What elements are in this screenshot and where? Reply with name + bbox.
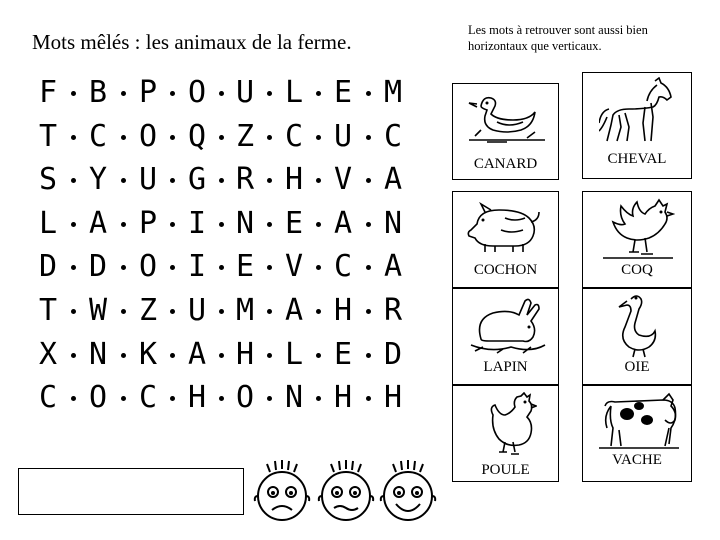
- grid-letter[interactable]: C: [284, 118, 304, 154]
- grid-separator-dot: [121, 178, 126, 183]
- instructions-line-2: horizontaux que verticaux.: [468, 39, 602, 53]
- grid-separator-dot: [170, 222, 175, 227]
- grid-row: [37, 336, 417, 372]
- grid-separator-dot: [170, 396, 175, 401]
- grid-separator-dot: [219, 91, 224, 96]
- grid-letter[interactable]: M: [383, 75, 403, 110]
- grid-letter[interactable]: D: [383, 336, 403, 372]
- grid-row: [37, 205, 417, 241]
- grid-separator-dot: [267, 353, 272, 358]
- grid-letter[interactable]: R: [235, 162, 255, 198]
- grid-letter[interactable]: I: [187, 205, 207, 241]
- grid-separator-dot: [316, 265, 321, 270]
- card-cheval: [582, 72, 692, 179]
- grid-letter[interactable]: N: [383, 205, 403, 241]
- card-poule: [452, 385, 559, 482]
- grid-separator-dot: [219, 222, 224, 227]
- grid-letter[interactable]: V: [284, 249, 304, 285]
- grid-letter[interactable]: K: [138, 336, 158, 372]
- label-cheval: CHEVAL: [607, 151, 667, 167]
- grid-letter[interactable]: A: [284, 293, 304, 328]
- grid-letter[interactable]: M: [235, 293, 255, 328]
- label-cochon: COCHON: [473, 262, 538, 278]
- grid-separator-dot: [121, 309, 126, 314]
- card-oie: [582, 288, 692, 385]
- grid-letter[interactable]: U: [235, 75, 255, 110]
- grid-separator-dot: [71, 178, 76, 183]
- grid-letter[interactable]: H: [284, 162, 304, 198]
- grid-row: [37, 293, 417, 328]
- grid-separator-dot: [316, 91, 321, 96]
- grid-letter[interactable]: H: [333, 293, 353, 328]
- grid-letter[interactable]: O: [235, 380, 255, 416]
- grid-letter[interactable]: N: [88, 336, 108, 372]
- grid-letter[interactable]: O: [88, 380, 108, 416]
- grid-separator-dot: [121, 396, 126, 401]
- grid-separator-dot: [71, 265, 76, 270]
- grid-letter[interactable]: E: [333, 336, 353, 372]
- duck-icon: [467, 90, 547, 146]
- grid-separator-dot: [121, 353, 126, 358]
- grid-letter[interactable]: H: [187, 380, 207, 416]
- grid-letter[interactable]: H: [333, 380, 353, 416]
- grid-letter[interactable]: C: [138, 380, 158, 416]
- sad-face-icon[interactable]: [252, 458, 312, 524]
- grid-separator-dot: [366, 178, 371, 183]
- grid-separator-dot: [366, 91, 371, 96]
- happy-face-icon[interactable]: [378, 458, 438, 524]
- grid-separator-dot: [316, 222, 321, 227]
- grid-separator-dot: [366, 353, 371, 358]
- grid-letter[interactable]: A: [187, 336, 207, 372]
- grid-separator-dot: [219, 178, 224, 183]
- grid-letter[interactable]: Z: [235, 118, 255, 154]
- label-coq: COQ: [621, 262, 653, 278]
- grid-letter[interactable]: S: [38, 162, 58, 198]
- grid-letter[interactable]: L: [284, 336, 304, 372]
- label-vache: VACHE: [612, 452, 662, 468]
- grid-separator-dot: [121, 91, 126, 96]
- grid-separator-dot: [267, 135, 272, 140]
- grid-letter[interactable]: A: [88, 205, 108, 241]
- grid-letter[interactable]: F: [38, 75, 58, 110]
- horse-icon: [599, 77, 675, 143]
- grid-separator-dot: [316, 178, 321, 183]
- grid-letter[interactable]: O: [138, 249, 158, 285]
- grid-letter[interactable]: O: [187, 75, 207, 110]
- hen-icon: [481, 392, 537, 456]
- grid-letter[interactable]: L: [284, 75, 304, 110]
- card-lapin: [452, 288, 559, 385]
- grid-letter[interactable]: H: [235, 336, 255, 372]
- grid-letter[interactable]: L: [38, 205, 58, 241]
- grid-letter[interactable]: Q: [187, 118, 207, 154]
- grid-separator-dot: [219, 353, 224, 358]
- score-box[interactable]: [18, 468, 244, 515]
- rabbit-icon: [467, 295, 547, 355]
- grid-letter[interactable]: C: [383, 118, 403, 154]
- grid-letter[interactable]: A: [383, 162, 403, 198]
- grid-separator-dot: [366, 396, 371, 401]
- page-title: Mots mêlés : les animaux de la ferme.: [32, 30, 352, 54]
- grid-letter[interactable]: N: [235, 205, 255, 241]
- grid-row: [37, 75, 417, 110]
- grid-letter[interactable]: G: [187, 162, 207, 198]
- grid-letter[interactable]: R: [383, 293, 403, 328]
- grid-letter[interactable]: E: [235, 249, 255, 285]
- instructions: [468, 22, 708, 54]
- grid-letter[interactable]: V: [333, 162, 353, 198]
- grid-separator-dot: [316, 396, 321, 401]
- grid-separator-dot: [71, 135, 76, 140]
- grid-letter[interactable]: U: [187, 293, 207, 328]
- grid-separator-dot: [366, 135, 371, 140]
- grid-separator-dot: [121, 222, 126, 227]
- grid-letter[interactable]: I: [187, 249, 207, 285]
- goose-icon: [617, 293, 661, 359]
- card-coq: [582, 191, 692, 288]
- grid-separator-dot: [170, 309, 175, 314]
- grid-letter[interactable]: E: [284, 205, 304, 241]
- grid-row: [37, 380, 417, 416]
- grid-separator-dot: [267, 309, 272, 314]
- grid-separator-dot: [71, 222, 76, 227]
- grid-separator-dot: [71, 396, 76, 401]
- grid-letter[interactable]: C: [88, 118, 108, 154]
- grid-separator-dot: [316, 309, 321, 314]
- grid-separator-dot: [71, 309, 76, 314]
- grid-letter[interactable]: X: [38, 336, 58, 372]
- grid-separator-dot: [366, 222, 371, 227]
- grid-separator-dot: [366, 309, 371, 314]
- grid-separator-dot: [170, 91, 175, 96]
- grid-letter[interactable]: O: [138, 118, 158, 154]
- grid-letter[interactable]: C: [38, 380, 58, 416]
- grid-letter[interactable]: P: [138, 75, 158, 110]
- grid-separator-dot: [316, 135, 321, 140]
- grid-separator-dot: [267, 222, 272, 227]
- grid-letter[interactable]: Z: [138, 293, 158, 328]
- grid-separator-dot: [267, 396, 272, 401]
- grid-separator-dot: [267, 265, 272, 270]
- grid-row: [37, 249, 417, 285]
- cow-icon: [597, 392, 681, 450]
- grid-separator-dot: [170, 178, 175, 183]
- grid-letter[interactable]: E: [333, 75, 353, 110]
- grid-letter[interactable]: B: [88, 75, 108, 110]
- grid-letter[interactable]: P: [138, 205, 158, 241]
- grid-letter[interactable]: T: [38, 293, 58, 328]
- grid-separator-dot: [366, 265, 371, 270]
- grid-letter[interactable]: T: [38, 118, 58, 154]
- grid-separator-dot: [219, 309, 224, 314]
- grid-separator-dot: [121, 135, 126, 140]
- instructions-line-1: Les mots à retrouver sont aussi bien: [468, 23, 648, 37]
- neutral-face-icon[interactable]: [316, 458, 376, 524]
- grid-row: [37, 118, 417, 154]
- label-canard: CANARD: [473, 156, 538, 172]
- rooster-icon: [601, 198, 675, 260]
- grid-row: [37, 162, 417, 198]
- grid-letter[interactable]: Y: [88, 162, 108, 198]
- grid-letter[interactable]: H: [383, 380, 403, 416]
- grid-letter[interactable]: W: [88, 293, 108, 328]
- pig-icon: [465, 202, 545, 254]
- grid-separator-dot: [71, 91, 76, 96]
- grid-letter[interactable]: U: [333, 118, 353, 154]
- grid-separator-dot: [316, 353, 321, 358]
- grid-separator-dot: [267, 91, 272, 96]
- label-lapin: LAPIN: [483, 359, 528, 375]
- grid-separator-dot: [71, 353, 76, 358]
- label-oie: OIE: [624, 359, 650, 375]
- card-cochon: [452, 191, 559, 288]
- grid-letter[interactable]: C: [333, 249, 353, 285]
- grid-separator-dot: [170, 135, 175, 140]
- grid-separator-dot: [219, 135, 224, 140]
- grid-letter[interactable]: A: [383, 249, 403, 285]
- card-vache: [582, 385, 692, 482]
- grid-separator-dot: [219, 265, 224, 270]
- grid-letter[interactable]: N: [284, 380, 304, 416]
- grid-separator-dot: [121, 265, 126, 270]
- grid-letter[interactable]: A: [333, 205, 353, 241]
- grid-letter[interactable]: D: [88, 249, 108, 285]
- grid-separator-dot: [170, 353, 175, 358]
- grid-letter[interactable]: U: [138, 162, 158, 198]
- grid-separator-dot: [170, 265, 175, 270]
- grid-separator-dot: [219, 396, 224, 401]
- grid-separator-dot: [267, 178, 272, 183]
- label-poule: POULE: [481, 462, 530, 478]
- card-canard: [452, 83, 559, 180]
- grid-letter[interactable]: D: [38, 249, 58, 285]
